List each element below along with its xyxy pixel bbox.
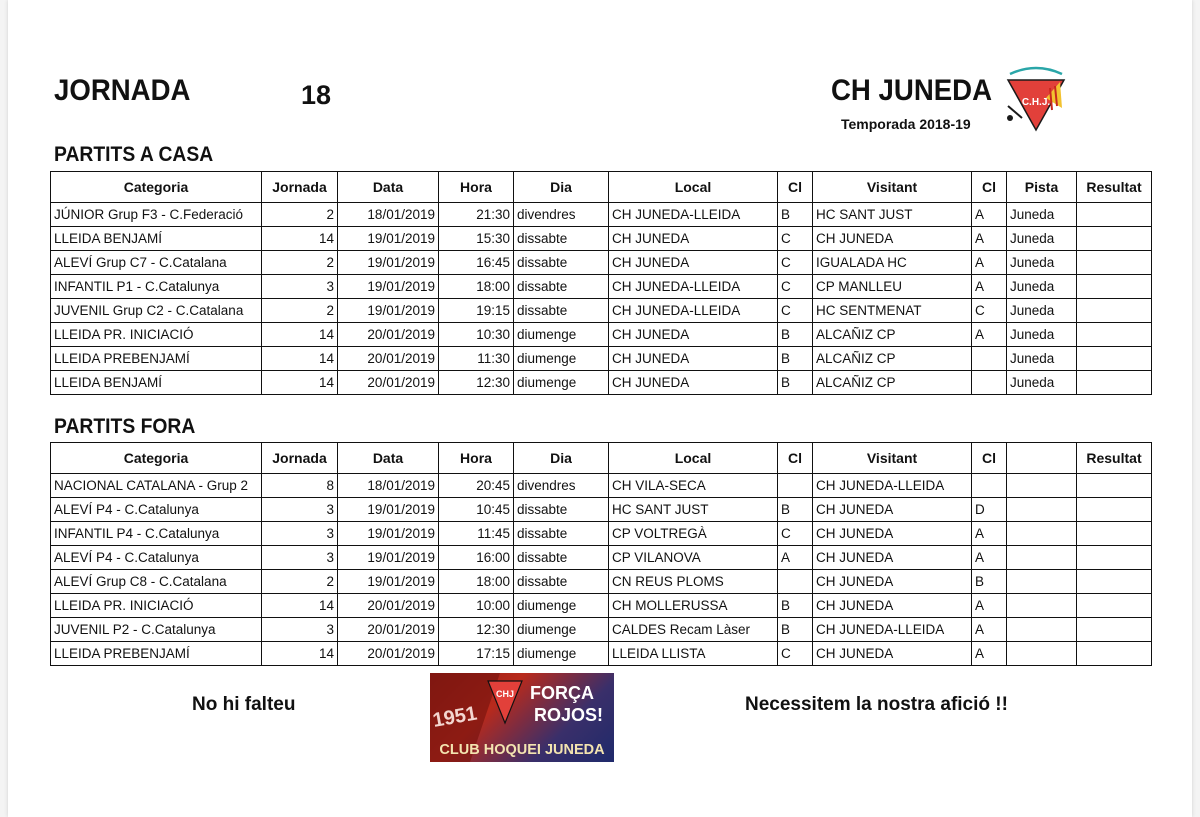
- cell-visitant: CH JUNEDA: [813, 570, 972, 594]
- cell-categoria: ALEVÍ P4 - C.Catalunya: [51, 546, 262, 570]
- cell-local: CH JUNEDA-LLEIDA: [609, 275, 778, 299]
- cell-cl2: D: [972, 498, 1007, 522]
- cell-data: 19/01/2019: [338, 498, 439, 522]
- cell-dia: diumenge: [514, 371, 609, 395]
- cell-hora: 12:30: [439, 371, 514, 395]
- cell-cl2: A: [972, 323, 1007, 347]
- cell-cl2: A: [972, 642, 1007, 666]
- table-row: [51, 251, 1152, 275]
- cell-categoria: LLEIDA BENJAMÍ: [51, 227, 262, 251]
- cell-data: 19/01/2019: [338, 299, 439, 323]
- home-col-header: Hora: [439, 172, 514, 203]
- home-col-header: Cl: [972, 172, 1007, 203]
- cell-pista: [1007, 474, 1077, 498]
- cell-jornada: 14: [262, 347, 338, 371]
- cell-cl2: [972, 371, 1007, 395]
- cell-resultat: [1077, 275, 1152, 299]
- cell-resultat: [1077, 227, 1152, 251]
- cell-cl2: A: [972, 227, 1007, 251]
- cell-cl1: B: [778, 594, 813, 618]
- cell-pista: [1007, 498, 1077, 522]
- cell-visitant: HC SANT JUST: [813, 203, 972, 227]
- cell-cl1: A: [778, 546, 813, 570]
- cell-pista: [1007, 570, 1077, 594]
- cell-dia: dissabte: [514, 570, 609, 594]
- cell-visitant: CP MANLLEU: [813, 275, 972, 299]
- cell-pista: [1007, 546, 1077, 570]
- cell-cl1: C: [778, 299, 813, 323]
- club-logo: [1000, 60, 1072, 138]
- cell-categoria: JUVENIL P2 - C.Catalunya: [51, 618, 262, 642]
- cell-data: 19/01/2019: [338, 546, 439, 570]
- home-col-header: Pista: [1007, 172, 1077, 203]
- cell-cl2: A: [972, 203, 1007, 227]
- cell-jornada: 14: [262, 594, 338, 618]
- cell-hora: 21:30: [439, 203, 514, 227]
- home-col-header: Cl: [778, 172, 813, 203]
- cell-dia: diumenge: [514, 347, 609, 371]
- cell-visitant: CH JUNEDA: [813, 642, 972, 666]
- away-col-header: Categoria: [51, 443, 262, 474]
- cell-visitant: CH JUNEDA: [813, 227, 972, 251]
- home-col-header: Resultat: [1077, 172, 1152, 203]
- banner-badge-icon: [488, 681, 522, 723]
- cell-local: CH JUNEDA-LLEIDA: [609, 299, 778, 323]
- cell-dia: dissabte: [514, 227, 609, 251]
- cell-visitant: CH JUNEDA: [813, 498, 972, 522]
- cell-data: 20/01/2019: [338, 594, 439, 618]
- cell-dia: dissabte: [514, 522, 609, 546]
- cell-hora: 10:00: [439, 594, 514, 618]
- cell-pista: Juneda: [1007, 251, 1077, 275]
- cell-resultat: [1077, 203, 1152, 227]
- cell-pista: Juneda: [1007, 275, 1077, 299]
- away-col-header: Hora: [439, 443, 514, 474]
- home-col-header: Dia: [514, 172, 609, 203]
- away-col-header: Local: [609, 443, 778, 474]
- cell-cl2: A: [972, 522, 1007, 546]
- away-matches-table: [50, 442, 1152, 666]
- footer-left-text: No hi falteu: [192, 694, 296, 715]
- cell-jornada: 2: [262, 203, 338, 227]
- cell-cl1: C: [778, 227, 813, 251]
- cell-jornada: 3: [262, 546, 338, 570]
- cell-categoria: JÚNIOR Grup F3 - C.Federació: [51, 203, 262, 227]
- cell-local: LLEIDA LLISTA: [609, 642, 778, 666]
- cell-cl1: C: [778, 251, 813, 275]
- cell-categoria: NACIONAL CATALANA - Grup 2: [51, 474, 262, 498]
- away-col-header: Cl: [778, 443, 813, 474]
- logo-text: C.H.J.: [1021, 97, 1051, 108]
- cell-cl1: B: [778, 371, 813, 395]
- cell-resultat: [1077, 371, 1152, 395]
- cell-hora: 11:45: [439, 522, 514, 546]
- home-col-header: Data: [338, 172, 439, 203]
- cell-categoria: ALEVÍ Grup C7 - C.Catalana: [51, 251, 262, 275]
- cell-dia: dissabte: [514, 275, 609, 299]
- cell-pista: Juneda: [1007, 347, 1077, 371]
- cell-categoria: LLEIDA PR. INICIACIÓ: [51, 594, 262, 618]
- cell-local: CN REUS PLOMS: [609, 570, 778, 594]
- cell-categoria: LLEIDA PREBENJAMÍ: [51, 347, 262, 371]
- cell-hora: 11:30: [439, 347, 514, 371]
- cell-cl1: B: [778, 498, 813, 522]
- home-header-row: [51, 172, 1152, 203]
- home-col-header: Visitant: [813, 172, 972, 203]
- cell-hora: 10:30: [439, 323, 514, 347]
- cell-visitant: CH JUNEDA: [813, 546, 972, 570]
- cell-visitant: CH JUNEDA: [813, 522, 972, 546]
- logo-arc: [1010, 68, 1062, 74]
- cell-dia: dissabte: [514, 251, 609, 275]
- banner-year: 1951: [431, 702, 479, 732]
- away-col-header: Resultat: [1077, 443, 1152, 474]
- table-row: [51, 498, 1152, 522]
- cell-resultat: [1077, 498, 1152, 522]
- home-col-header: Categoria: [51, 172, 262, 203]
- cell-jornada: 14: [262, 642, 338, 666]
- cell-visitant: CH JUNEDA: [813, 594, 972, 618]
- cell-local: CH JUNEDA: [609, 347, 778, 371]
- cell-local: CH VILA-SECA: [609, 474, 778, 498]
- cell-local: CP VOLTREGÀ: [609, 522, 778, 546]
- cell-resultat: [1077, 299, 1152, 323]
- club-name: CH JUNEDA: [831, 74, 993, 107]
- cell-cl2: [972, 474, 1007, 498]
- home-section-title: PARTITS A CASA: [54, 143, 214, 166]
- cell-resultat: [1077, 474, 1152, 498]
- cell-dia: dissabte: [514, 299, 609, 323]
- cell-dia: divendres: [514, 474, 609, 498]
- cell-hora: 19:15: [439, 299, 514, 323]
- cell-pista: Juneda: [1007, 323, 1077, 347]
- cell-local: HC SANT JUST: [609, 498, 778, 522]
- cell-cl2: B: [972, 570, 1007, 594]
- cell-cl2: A: [972, 618, 1007, 642]
- cell-hora: 15:30: [439, 227, 514, 251]
- cell-data: 19/01/2019: [338, 251, 439, 275]
- cell-hora: 18:00: [439, 275, 514, 299]
- cell-data: 20/01/2019: [338, 347, 439, 371]
- season-label: Temporada 2018-19: [841, 116, 971, 132]
- cell-visitant: CH JUNEDA-LLEIDA: [813, 618, 972, 642]
- table-row: [51, 371, 1152, 395]
- cell-visitant: ALCAÑIZ CP: [813, 371, 972, 395]
- cell-categoria: LLEIDA BENJAMÍ: [51, 371, 262, 395]
- cell-hora: 10:45: [439, 498, 514, 522]
- cell-data: 18/01/2019: [338, 474, 439, 498]
- away-col-header: Dia: [514, 443, 609, 474]
- cell-hora: 12:30: [439, 618, 514, 642]
- cell-jornada: 2: [262, 251, 338, 275]
- cell-categoria: ALEVÍ Grup C8 - C.Catalana: [51, 570, 262, 594]
- cell-hora: 17:15: [439, 642, 514, 666]
- cell-dia: dissabte: [514, 546, 609, 570]
- away-col-header: Visitant: [813, 443, 972, 474]
- cell-dia: diumenge: [514, 618, 609, 642]
- cell-cl2: A: [972, 275, 1007, 299]
- cell-categoria: INFANTIL P1 - C.Catalunya: [51, 275, 262, 299]
- cell-categoria: INFANTIL P4 - C.Catalunya: [51, 522, 262, 546]
- home-col-header: Local: [609, 172, 778, 203]
- cell-pista: [1007, 642, 1077, 666]
- cell-cl2: A: [972, 546, 1007, 570]
- cell-jornada: 3: [262, 275, 338, 299]
- cell-jornada: 3: [262, 522, 338, 546]
- away-col-header: Cl: [972, 443, 1007, 474]
- cell-hora: 16:45: [439, 251, 514, 275]
- cell-data: 20/01/2019: [338, 642, 439, 666]
- cell-cl1: C: [778, 275, 813, 299]
- cell-resultat: [1077, 642, 1152, 666]
- table-row: [51, 203, 1152, 227]
- cell-data: 20/01/2019: [338, 323, 439, 347]
- club-banner: [430, 673, 614, 762]
- cell-jornada: 14: [262, 371, 338, 395]
- cell-resultat: [1077, 594, 1152, 618]
- cell-local: CH MOLLERUSSA: [609, 594, 778, 618]
- table-row: [51, 299, 1152, 323]
- banner-badge-text: CHJ: [495, 689, 515, 699]
- cell-local: CH JUNEDA: [609, 251, 778, 275]
- table-row: [51, 347, 1152, 371]
- cell-pista: Juneda: [1007, 203, 1077, 227]
- cell-local: CALDES Recam Làser: [609, 618, 778, 642]
- cell-jornada: 2: [262, 299, 338, 323]
- table-row: [51, 546, 1152, 570]
- cell-hora: 16:00: [439, 546, 514, 570]
- cell-dia: diumenge: [514, 323, 609, 347]
- cell-jornada: 3: [262, 618, 338, 642]
- cell-pista: [1007, 522, 1077, 546]
- cell-resultat: [1077, 522, 1152, 546]
- cell-cl1: [778, 474, 813, 498]
- home-matches-table: [50, 171, 1152, 395]
- cell-local: CH JUNEDA: [609, 323, 778, 347]
- cell-hora: 18:00: [439, 570, 514, 594]
- cell-jornada: 14: [262, 323, 338, 347]
- cell-pista: Juneda: [1007, 371, 1077, 395]
- cell-resultat: [1077, 618, 1152, 642]
- table-row: [51, 594, 1152, 618]
- cell-visitant: ALCAÑIZ CP: [813, 347, 972, 371]
- cell-cl1: B: [778, 323, 813, 347]
- banner-club-name: CLUB HOQUEI JUNEDA: [439, 742, 605, 758]
- cell-cl2: A: [972, 594, 1007, 618]
- table-row: [51, 323, 1152, 347]
- cell-resultat: [1077, 546, 1152, 570]
- cell-resultat: [1077, 570, 1152, 594]
- cell-cl2: A: [972, 251, 1007, 275]
- cell-local: CH JUNEDA-LLEIDA: [609, 203, 778, 227]
- cell-resultat: [1077, 251, 1152, 275]
- away-table-body: [51, 474, 1152, 666]
- away-section-title: PARTITS FORA: [54, 415, 196, 438]
- cell-cl1: B: [778, 203, 813, 227]
- away-col-header: Data: [338, 443, 439, 474]
- home-col-header: Jornada: [262, 172, 338, 203]
- cell-visitant: ALCAÑIZ CP: [813, 323, 972, 347]
- cell-pista: [1007, 618, 1077, 642]
- away-col-header: [1007, 443, 1077, 474]
- cell-local: CH JUNEDA: [609, 227, 778, 251]
- table-row: [51, 275, 1152, 299]
- banner-graphic: [430, 673, 614, 762]
- cell-data: 19/01/2019: [338, 522, 439, 546]
- table-row: [51, 474, 1152, 498]
- cell-cl2: [972, 347, 1007, 371]
- cell-pista: Juneda: [1007, 299, 1077, 323]
- cell-data: 19/01/2019: [338, 570, 439, 594]
- cell-pista: Juneda: [1007, 227, 1077, 251]
- table-row: [51, 522, 1152, 546]
- cell-local: CP VILANOVA: [609, 546, 778, 570]
- cell-local: CH JUNEDA: [609, 371, 778, 395]
- cell-cl1: [778, 570, 813, 594]
- banner-slogan-1: FORÇA: [530, 683, 594, 703]
- cell-categoria: LLEIDA PREBENJAMÍ: [51, 642, 262, 666]
- cell-cl1: C: [778, 522, 813, 546]
- jornada-number: 18: [301, 80, 332, 110]
- cell-cl2: C: [972, 299, 1007, 323]
- cell-data: 18/01/2019: [338, 203, 439, 227]
- table-row: [51, 618, 1152, 642]
- footer-right-text: Necessitem la nostra afició !!: [745, 694, 1008, 715]
- cell-categoria: JUVENIL Grup C2 - C.Catalana: [51, 299, 262, 323]
- cell-data: 19/01/2019: [338, 227, 439, 251]
- banner-slogan-2: ROJOS!: [534, 705, 604, 725]
- cell-jornada: 14: [262, 227, 338, 251]
- cell-data: 20/01/2019: [338, 618, 439, 642]
- cell-dia: divendres: [514, 203, 609, 227]
- cell-jornada: 3: [262, 498, 338, 522]
- cell-dia: dissabte: [514, 498, 609, 522]
- cell-cl1: C: [778, 642, 813, 666]
- cell-categoria: ALEVÍ P4 - C.Catalunya: [51, 498, 262, 522]
- cell-resultat: [1077, 323, 1152, 347]
- cell-cl1: B: [778, 618, 813, 642]
- cell-cl1: B: [778, 347, 813, 371]
- away-header-row: [51, 443, 1152, 474]
- table-row: [51, 227, 1152, 251]
- home-table-body: [51, 203, 1152, 395]
- cell-visitant: HC SENTMENAT: [813, 299, 972, 323]
- cell-dia: diumenge: [514, 642, 609, 666]
- cell-categoria: LLEIDA PR. INICIACIÓ: [51, 323, 262, 347]
- cell-visitant: IGUALADA HC: [813, 251, 972, 275]
- table-row: [51, 642, 1152, 666]
- cell-data: 20/01/2019: [338, 371, 439, 395]
- cell-visitant: CH JUNEDA-LLEIDA: [813, 474, 972, 498]
- cell-dia: diumenge: [514, 594, 609, 618]
- away-col-header: Jornada: [262, 443, 338, 474]
- table-row: [51, 570, 1152, 594]
- cell-resultat: [1077, 347, 1152, 371]
- cell-jornada: 8: [262, 474, 338, 498]
- cell-pista: [1007, 594, 1077, 618]
- cell-hora: 20:45: [439, 474, 514, 498]
- jornada-label: JORNADA: [54, 74, 191, 107]
- cell-jornada: 2: [262, 570, 338, 594]
- cell-data: 19/01/2019: [338, 275, 439, 299]
